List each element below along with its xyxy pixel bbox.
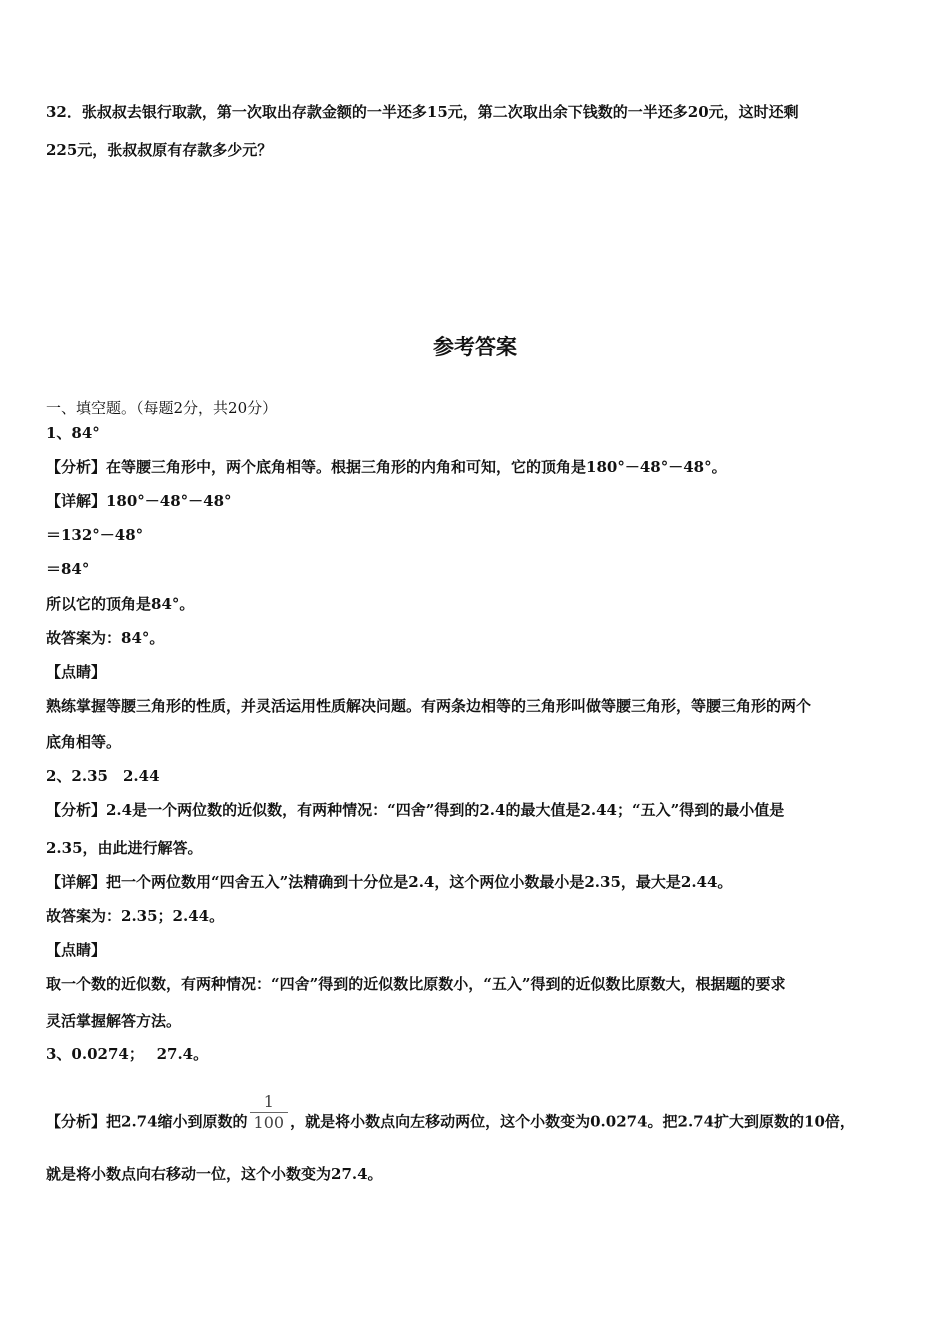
q1-conclusion: 所以它的顶角是84°。 <box>46 595 195 613</box>
q3-analysis-post: ，就是将小数点向左移动两位，这个小数变为0.0274。把2.74扩大到原数的10倍， <box>290 1112 855 1131</box>
fraction <box>250 1092 289 1133</box>
question-32-line2: 225元，张叔叔原有存款多少元？ <box>46 141 273 159</box>
answer-title: 参考答案 <box>433 335 517 359</box>
q3-analysis-line1 <box>46 1092 855 1143</box>
question-32-line1: 32．张叔叔去银行取款，第一次取出存款金额的一半还多15元，第二次取出余下钱数的一半还多20元，这时还剩 <box>46 103 799 121</box>
q2-tip-label: 【点睛】 <box>46 941 107 959</box>
q1-detail: 【详解】180°－48°－48° <box>46 492 232 510</box>
q2-analysis-line2: 2.35，由此进行解答。 <box>46 839 203 857</box>
q2-final: 故答案为：2.35；2.44。 <box>46 907 225 925</box>
q2-analysis-line1: 【分析】2.4是一个两位数的近似数，有两种情况：“四舍”得到的2.4的最大值是2.44；“五入”得到的最小值是 <box>46 801 785 819</box>
q1-tip-line2: 底角相等。 <box>46 733 122 751</box>
q1-final: 故答案为：84°。 <box>46 629 165 647</box>
q2-detail: 【详解】把一个两位数用“四舍五入”法精确到十分位是2.4，这个两位小数最小是2.35，最大是2.44。 <box>46 873 733 891</box>
q1-step1: ＝132°－48° <box>46 526 144 544</box>
q2-answer: 2、2.35 2.44 <box>46 767 160 785</box>
fraction-denominator: 100 <box>253 1113 285 1132</box>
q2-tip-line1: 取一个数的近似数，有两种情况：“四舍”得到的近似数比原数小，“五入”得到的近似数比原数大，根据题的要求 <box>46 975 786 993</box>
section-heading: 一、填空题。（每题2分，共20分） <box>46 399 278 417</box>
q3-analysis-pre: 【分析】把2.74缩小到原数的 <box>46 1112 248 1131</box>
fraction-numerator: 1 <box>250 1092 289 1113</box>
q3-answer: 3、0.0274； 27.4。 <box>46 1045 209 1063</box>
q1-answer: 1、84° <box>46 424 100 442</box>
q1-step2: ＝84° <box>46 560 90 578</box>
q2-tip-line2: 灵活掌握解答方法。 <box>46 1012 182 1030</box>
q1-tip-label: 【点睛】 <box>46 663 107 681</box>
q3-analysis-line2: 就是将小数点向右移动一位，这个小数变为27.4。 <box>46 1165 383 1183</box>
q1-tip-line1: 熟练掌握等腰三角形的性质，并灵活运用性质解决问题。有两条边相等的三角形叫做等腰三角形，等腰三角形的两个 <box>46 697 812 715</box>
q1-analysis: 【分析】在等腰三角形中，两个底角相等。根据三角形的内角和可知，它的顶角是180°－48°－48°。 <box>46 458 727 476</box>
